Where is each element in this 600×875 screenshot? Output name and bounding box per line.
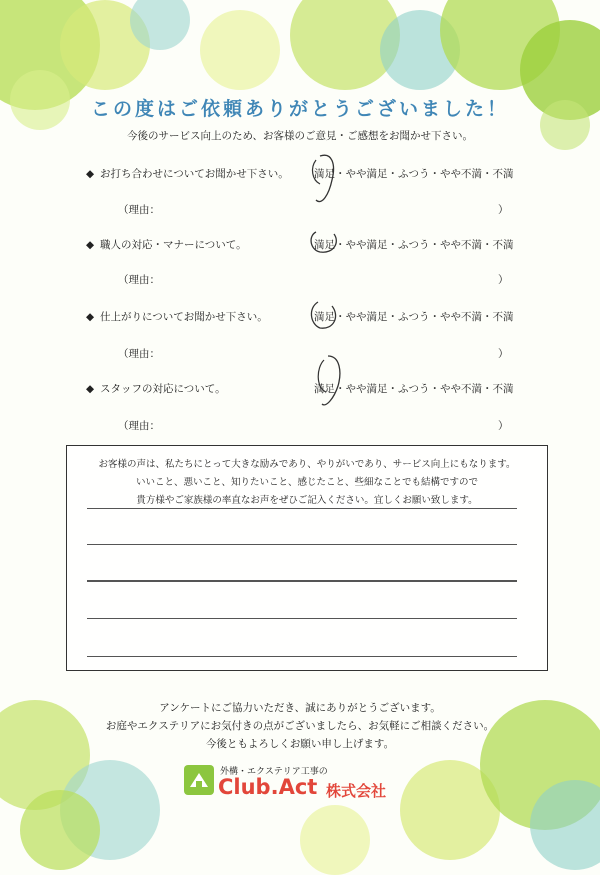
comment-box[interactable] [66,445,548,671]
diamond-icon: ◆ [86,168,95,180]
handwritten-circle-mark [304,298,344,334]
box-message-2: いいこと、悪いこと、知りたいこと、感じたこと、些細なことでも結構ですので [135,477,478,488]
logo-name: Club.Act [218,775,318,799]
handwritten-circle-mark [306,352,350,412]
rating-options-1[interactable]: 満足・やや満足・ふつう・やや不満・不満 [314,168,514,180]
writing-line [87,618,517,619]
reason-close-1: ） [498,204,509,216]
writing-line [87,656,517,657]
thanks-line-1: アンケートにご協力いただき、誠にありがとうございます。 [159,702,441,714]
diamond-icon: ◆ [86,239,95,251]
rating-options-4[interactable]: 満足・やや満足・ふつう・やや不満・不満 [314,383,514,395]
rating-options-2[interactable]: 満足・やや満足・ふつう・やや不満・不満 [314,239,514,251]
reason-label-1: （理由： [118,204,160,216]
reason-close-3: ） [498,348,509,360]
thanks-line-2: お庭やエクステリアにお気付きの点がございましたら、お気軽にご相談ください。 [105,720,495,732]
question-text: 仕上がりについてお聞かせ下さい。 [100,311,268,323]
question-text: スタッフの対応について。 [100,383,226,395]
reason-label-4: （理由： [118,420,160,432]
box-message-3: 貴方様やご家族様の率直なお声をぜひご記入ください。宜しくお願い致します。 [136,495,478,506]
writing-line [87,580,517,582]
question-1 [86,166,289,181]
reason-close-4: ） [498,420,509,432]
question-text: 職人の対応・マナーについて。 [100,239,247,251]
company-logo-icon [184,765,214,795]
reason-label-2: （理由： [118,274,160,286]
box-message-1: お客様の声は、私たちにとって大きな励みであり、やりがいであり、サービス向上にもなります。 [98,459,516,470]
logo-tagline: 外構・エクステリア工事の [220,767,328,777]
page-title: この度はご依頼ありがとうございました！ [90,98,509,120]
diamond-icon: ◆ [86,311,95,323]
thanks-line-3: 今後ともよろしくお願い申し上げます。 [205,738,395,750]
reason-label-3: （理由： [118,348,160,360]
handwritten-circle-mark [302,150,342,210]
diamond-icon: ◆ [86,383,95,395]
writing-line [87,508,517,509]
reason-close-2: ） [498,274,509,286]
question-4 [86,381,226,396]
question-text: お打ち合わせについてお聞かせ下さい。 [100,168,289,180]
rating-options-3[interactable]: 満足・やや満足・ふつう・やや不満・不満 [314,311,514,323]
writing-line [87,544,517,545]
question-2 [86,237,247,252]
logo-corp: 株式会社 [326,782,387,800]
question-3 [86,309,268,324]
handwritten-circle-mark [304,228,344,258]
page-subtitle: 今後のサービス向上のため、お客様のご意見・ご感想をお聞かせ下さい。 [126,130,474,142]
